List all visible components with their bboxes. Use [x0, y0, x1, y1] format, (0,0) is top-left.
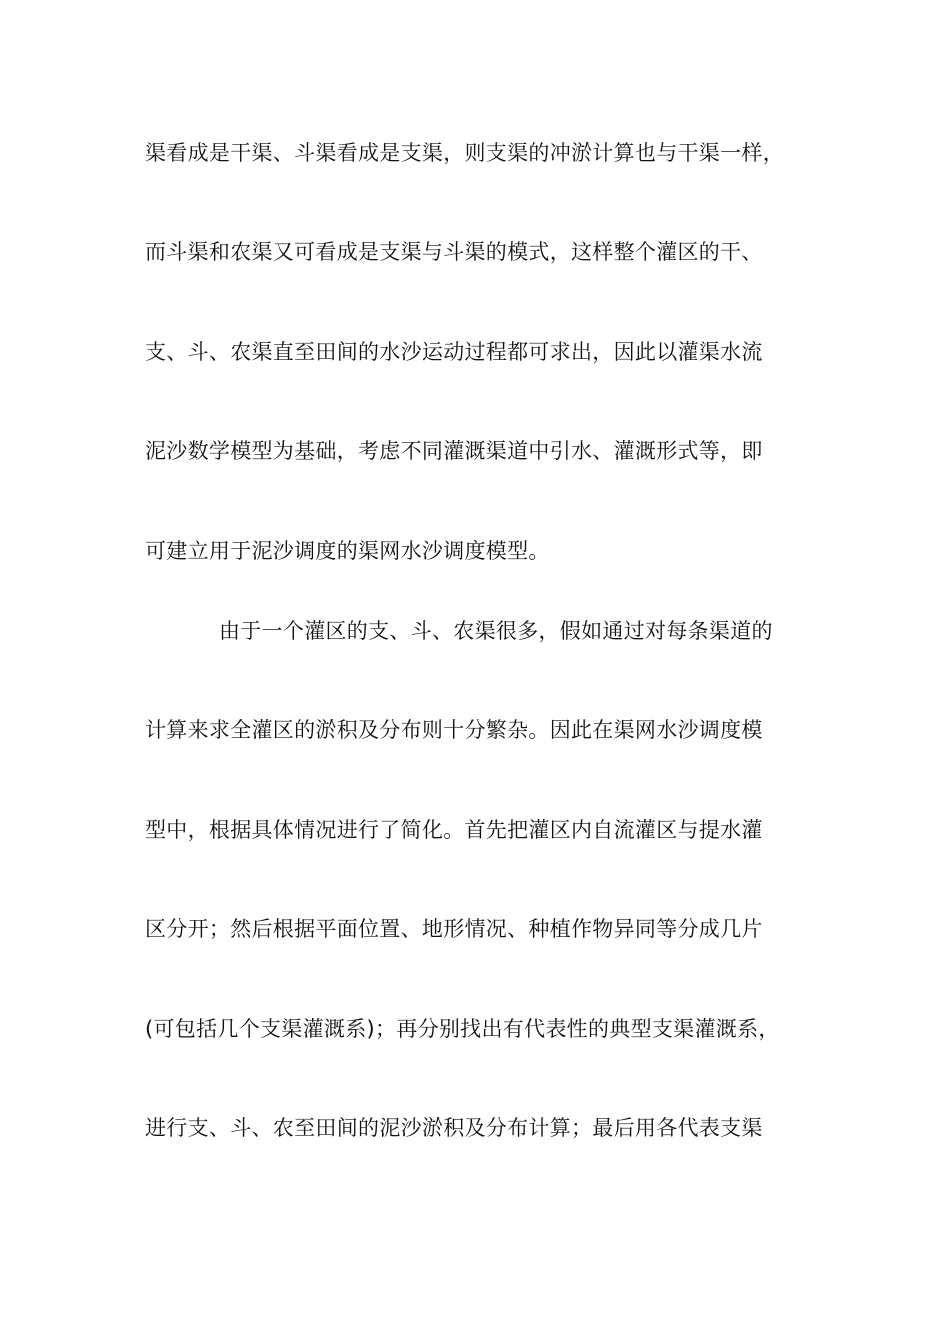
paragraph-line: 计算来求全灌区的淤积及分布则十分繁杂。因此在渠网水沙调度模 — [145, 718, 763, 742]
paragraph-line: 区分开；然后根据平面位置、地形情况、种植作物异同等分成几片 — [145, 917, 763, 941]
paragraph-line: 型中，根据具体情况进行了简化。首先把灌区内自流灌区与提水灌 — [145, 818, 763, 842]
paragraph-line: 可建立用于泥沙调度的渠网水沙调度模型。 — [145, 539, 550, 563]
paragraph-line: 进行支、斗、农至田间的泥沙淤积及分布计算；最后用各代表支渠 — [145, 1116, 763, 1140]
paragraph-first-line: 由于一个灌区的支、斗、农渠很多，假如通过对每条渠道的 — [219, 619, 773, 643]
paragraph-line: 而斗渠和农渠又可看成是支渠与斗渠的模式，这样整个灌区的干、 — [145, 240, 763, 264]
paragraph-line: (可包括几个支渠灌溉系)；再分别找出有代表性的典型支渠灌溉系， — [145, 1017, 780, 1041]
paragraph-line: 渠看成是干渠、斗渠看成是支渠，则支渠的冲淤计算也与干渠一样， — [145, 141, 784, 165]
paragraph-line: 支、斗、农渠直至田间的水沙运动过程都可求出，因此以灌渠水流 — [145, 340, 763, 364]
paragraph-line: 泥沙数学模型为基础，考虑不同灌溉渠道中引水、灌溉形式等，即 — [145, 439, 763, 463]
